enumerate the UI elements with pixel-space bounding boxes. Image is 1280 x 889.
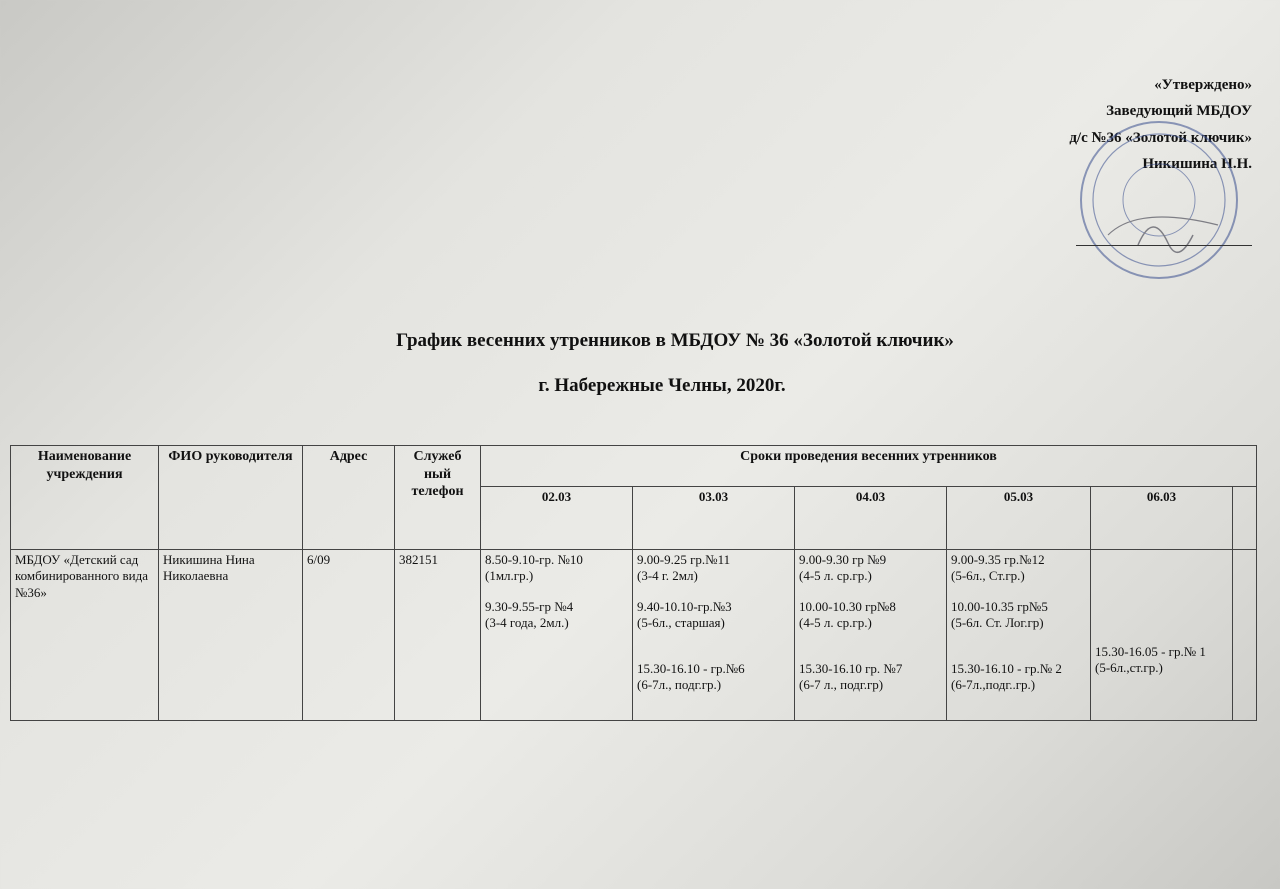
header-date-0603: 06.03 — [1091, 487, 1233, 550]
approval-organization: д/с №36 «Золотой ключик» — [1069, 129, 1252, 146]
header-date-0303: 03.03 — [633, 487, 795, 550]
cell-director: Никишина Нина Николаевна — [159, 550, 303, 721]
header-date-0203: 02.03 — [481, 487, 633, 550]
slot-entry: 9.00-9.35 гр.№12 (5-6л., Ст.гр.) — [951, 552, 1045, 584]
cell-date-0203 — [481, 550, 633, 721]
header-director: ФИО руководителя — [159, 446, 303, 550]
cell-address: 6/09 — [303, 550, 395, 721]
slot-entry: 15.30-16.05 - гр.№ 1 (5-6л.,ст.гр.) — [1095, 644, 1206, 676]
slot-entry: 15.30-16.10 - гр.№6 (6-7л., подг.гр.) — [637, 661, 745, 693]
header-date-0503: 05.03 — [947, 487, 1091, 550]
cell-date-0603 — [1091, 550, 1233, 721]
slot-entry: 15.30-16.10 - гр.№ 2 (6-7л.,подг..гр.) — [951, 661, 1062, 693]
slot-entry: 10.00-10.35 гр№5 (5-6л. Ст. Лог.гр) — [951, 598, 1048, 630]
cell-date-0503 — [947, 550, 1091, 721]
slot-entry: 9.40-10.10-гр.№3 (5-6л., старшая) — [637, 598, 732, 630]
schedule-table — [10, 445, 1257, 721]
cell-institution: МБДОУ «Детский сад комбинированного вида №36» — [11, 550, 159, 721]
cell-empty — [1233, 550, 1257, 721]
header-date-empty — [1233, 487, 1257, 550]
cell-date-0303 — [633, 550, 795, 721]
slot-entry: 10.00-10.30 гр№8 (4-5 л. ср.гр.) — [799, 598, 896, 630]
signature-line — [1076, 245, 1252, 246]
cell-date-0403 — [795, 550, 947, 721]
approval-heading: «Утверждено» — [1154, 77, 1252, 93]
approval-signatory: Никишина Н.Н. — [1142, 155, 1252, 172]
slot-entry: 8.50-9.10-гр. №10 (1мл.гр.) — [485, 552, 583, 584]
slot-entry: 9.30-9.55-гр №4 (3-4 года, 2мл.) — [485, 598, 574, 630]
header-institution: Наименование учреждения — [11, 446, 159, 550]
slot-entry: 9.00-9.30 гр №9 (4-5 л. ср.гр.) — [799, 552, 887, 584]
approval-position: Заведующий МБДОУ — [1106, 103, 1252, 120]
document-subtitle: г. Набережные Челны, 2020г. — [538, 375, 786, 396]
header-period: Сроки проведения весенних утренников — [481, 446, 1257, 487]
slot-entry: 15.30-16.10 гр. №7 (6-7 л., подг.гр) — [799, 661, 903, 693]
header-phone: Служеб ный телефон — [395, 446, 481, 550]
header-address: Адрес — [303, 446, 395, 550]
cell-phone: 382151 — [395, 550, 481, 721]
document-title: График весенних утренников в МБДОУ № 36 «Золотой ключик» — [396, 330, 954, 351]
seal-stamp-icon — [1068, 115, 1250, 285]
header-date-0403: 04.03 — [795, 487, 947, 550]
slot-entry: 9.00-9.25 гр.№11 (3-4 г. 2мл) — [637, 552, 731, 584]
table-row — [11, 550, 1257, 721]
